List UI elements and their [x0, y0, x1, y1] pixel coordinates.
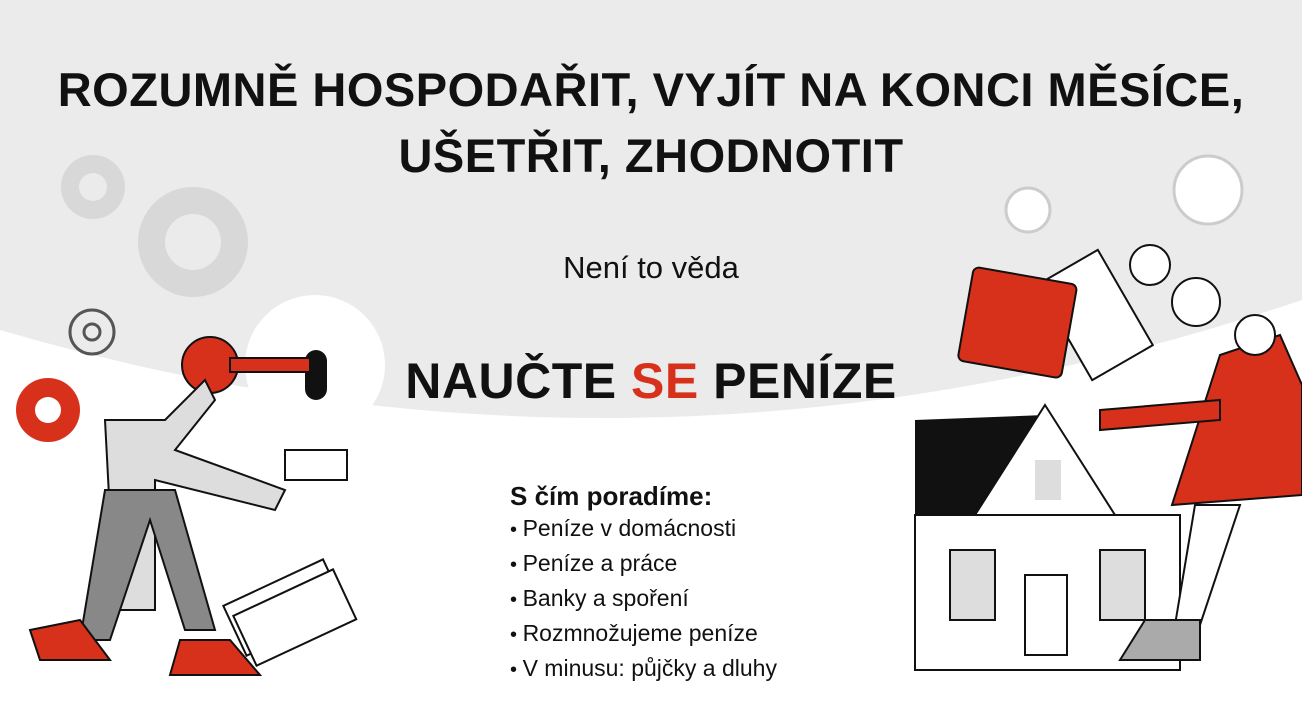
man-with-key-illustration — [0, 290, 400, 690]
list-item: • V minusu: půjčky a dluhy — [510, 652, 777, 687]
headline-part-1: NAUČTE — [405, 353, 617, 409]
topics-heading: S čím poradíme: — [510, 481, 713, 511]
topics-list — [510, 480, 777, 687]
list-item: • Peníze v domácnosti — [510, 512, 777, 547]
headline-part-2: SE — [631, 353, 699, 409]
headline-part-3: PENÍZE — [713, 353, 897, 409]
subtitle: Není to věda — [563, 250, 739, 285]
list-item: • Banky a spoření — [510, 582, 777, 617]
title-line-1: ROZUMNĚ HOSPODAŘIT, VYJÍT NA KONCI MĚSÍCE, — [57, 63, 1245, 116]
house-and-woman-illustration — [900, 150, 1302, 680]
list-item: • Peníze a práce — [510, 547, 777, 582]
headline — [0, 352, 1302, 410]
title-line-2: UŠETŘIT, ZHODNOTIT — [398, 129, 904, 182]
list-item: • Rozmnožujeme peníze — [510, 617, 777, 652]
